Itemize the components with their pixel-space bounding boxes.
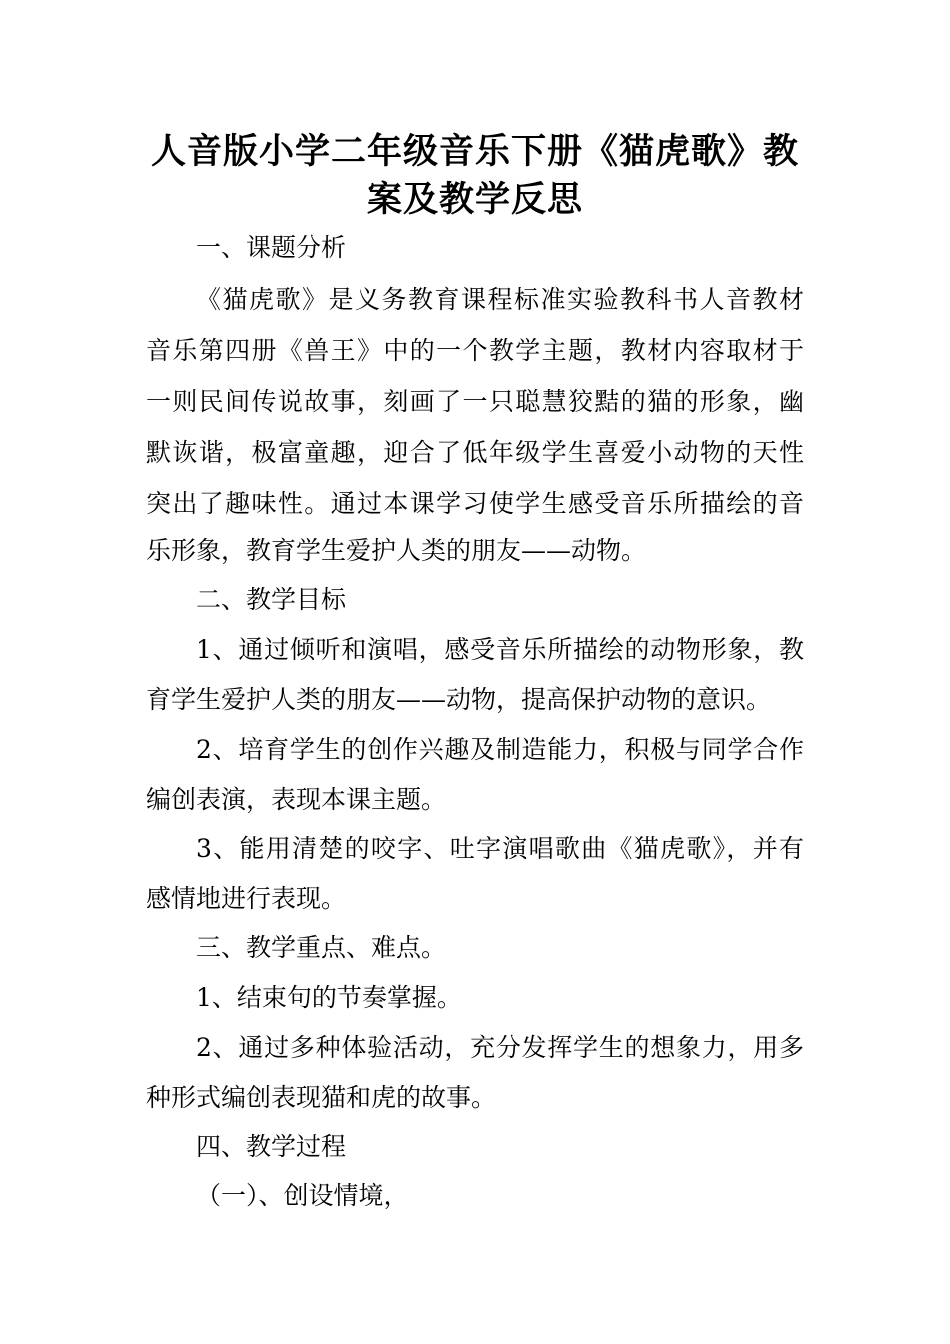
section-heading-key-points: 三、教学重点、难点。 — [196, 933, 447, 962]
document-title-line-2: 案及教学反思 — [366, 180, 583, 220]
paragraph-line: 音乐第四册《兽王》中的一个教学主题，教材内容取材于 — [146, 336, 804, 365]
section-heading-goals: 二、教学目标 — [196, 585, 347, 614]
paragraph-line: 突出了趣味性。通过本课学习使学生感受音乐所描绘的音 — [146, 489, 804, 518]
paragraph-line: 感情地进行表现。 — [146, 884, 347, 913]
paragraph-line: 1、通过倾听和演唱，感受音乐所描绘的动物形象，教 — [196, 635, 804, 664]
paragraph-line: 1、结束句的节奏掌握。 — [196, 983, 462, 1012]
paragraph-line: 种形式编创表现猫和虎的故事。 — [146, 1083, 497, 1112]
paragraph-line: 育学生爱护人类的朋友——动物，提高保护动物的意识。 — [146, 685, 772, 714]
paragraph-line: 3、能用清楚的咬字、吐字演唱歌曲《猫虎歌》，并有 — [196, 834, 804, 863]
document-title-line-1: 人音版小学二年级音乐下册《猫虎歌》教 — [150, 132, 799, 172]
paragraph-line: 一则民间传说故事，刻画了一只聪慧狡黠的猫的形象，幽 — [146, 387, 804, 416]
subsection-heading: （一）、创设情境， — [196, 1181, 409, 1210]
section-heading-analysis: 一、课题分析 — [196, 233, 347, 262]
section-heading-process: 四、教学过程 — [196, 1132, 347, 1161]
paragraph-line: 《猫虎歌》是义务教育课程标准实验教科书人音教材 — [196, 285, 804, 314]
paragraph-line: 2、通过多种体验活动，充分发挥学生的想象力，用多 — [196, 1033, 804, 1062]
paragraph-line: 2、培育学生的创作兴趣及制造能力，积极与同学合作 — [196, 735, 804, 764]
paragraph-line: 默诙谐，极富童趣，迎合了低年级学生喜爱小动物的天性 — [146, 438, 804, 467]
paragraph-line: 乐形象，教育学生爱护人类的朋友——动物。 — [146, 536, 647, 565]
paragraph-line: 编创表演，表现本课主题。 — [146, 785, 447, 814]
